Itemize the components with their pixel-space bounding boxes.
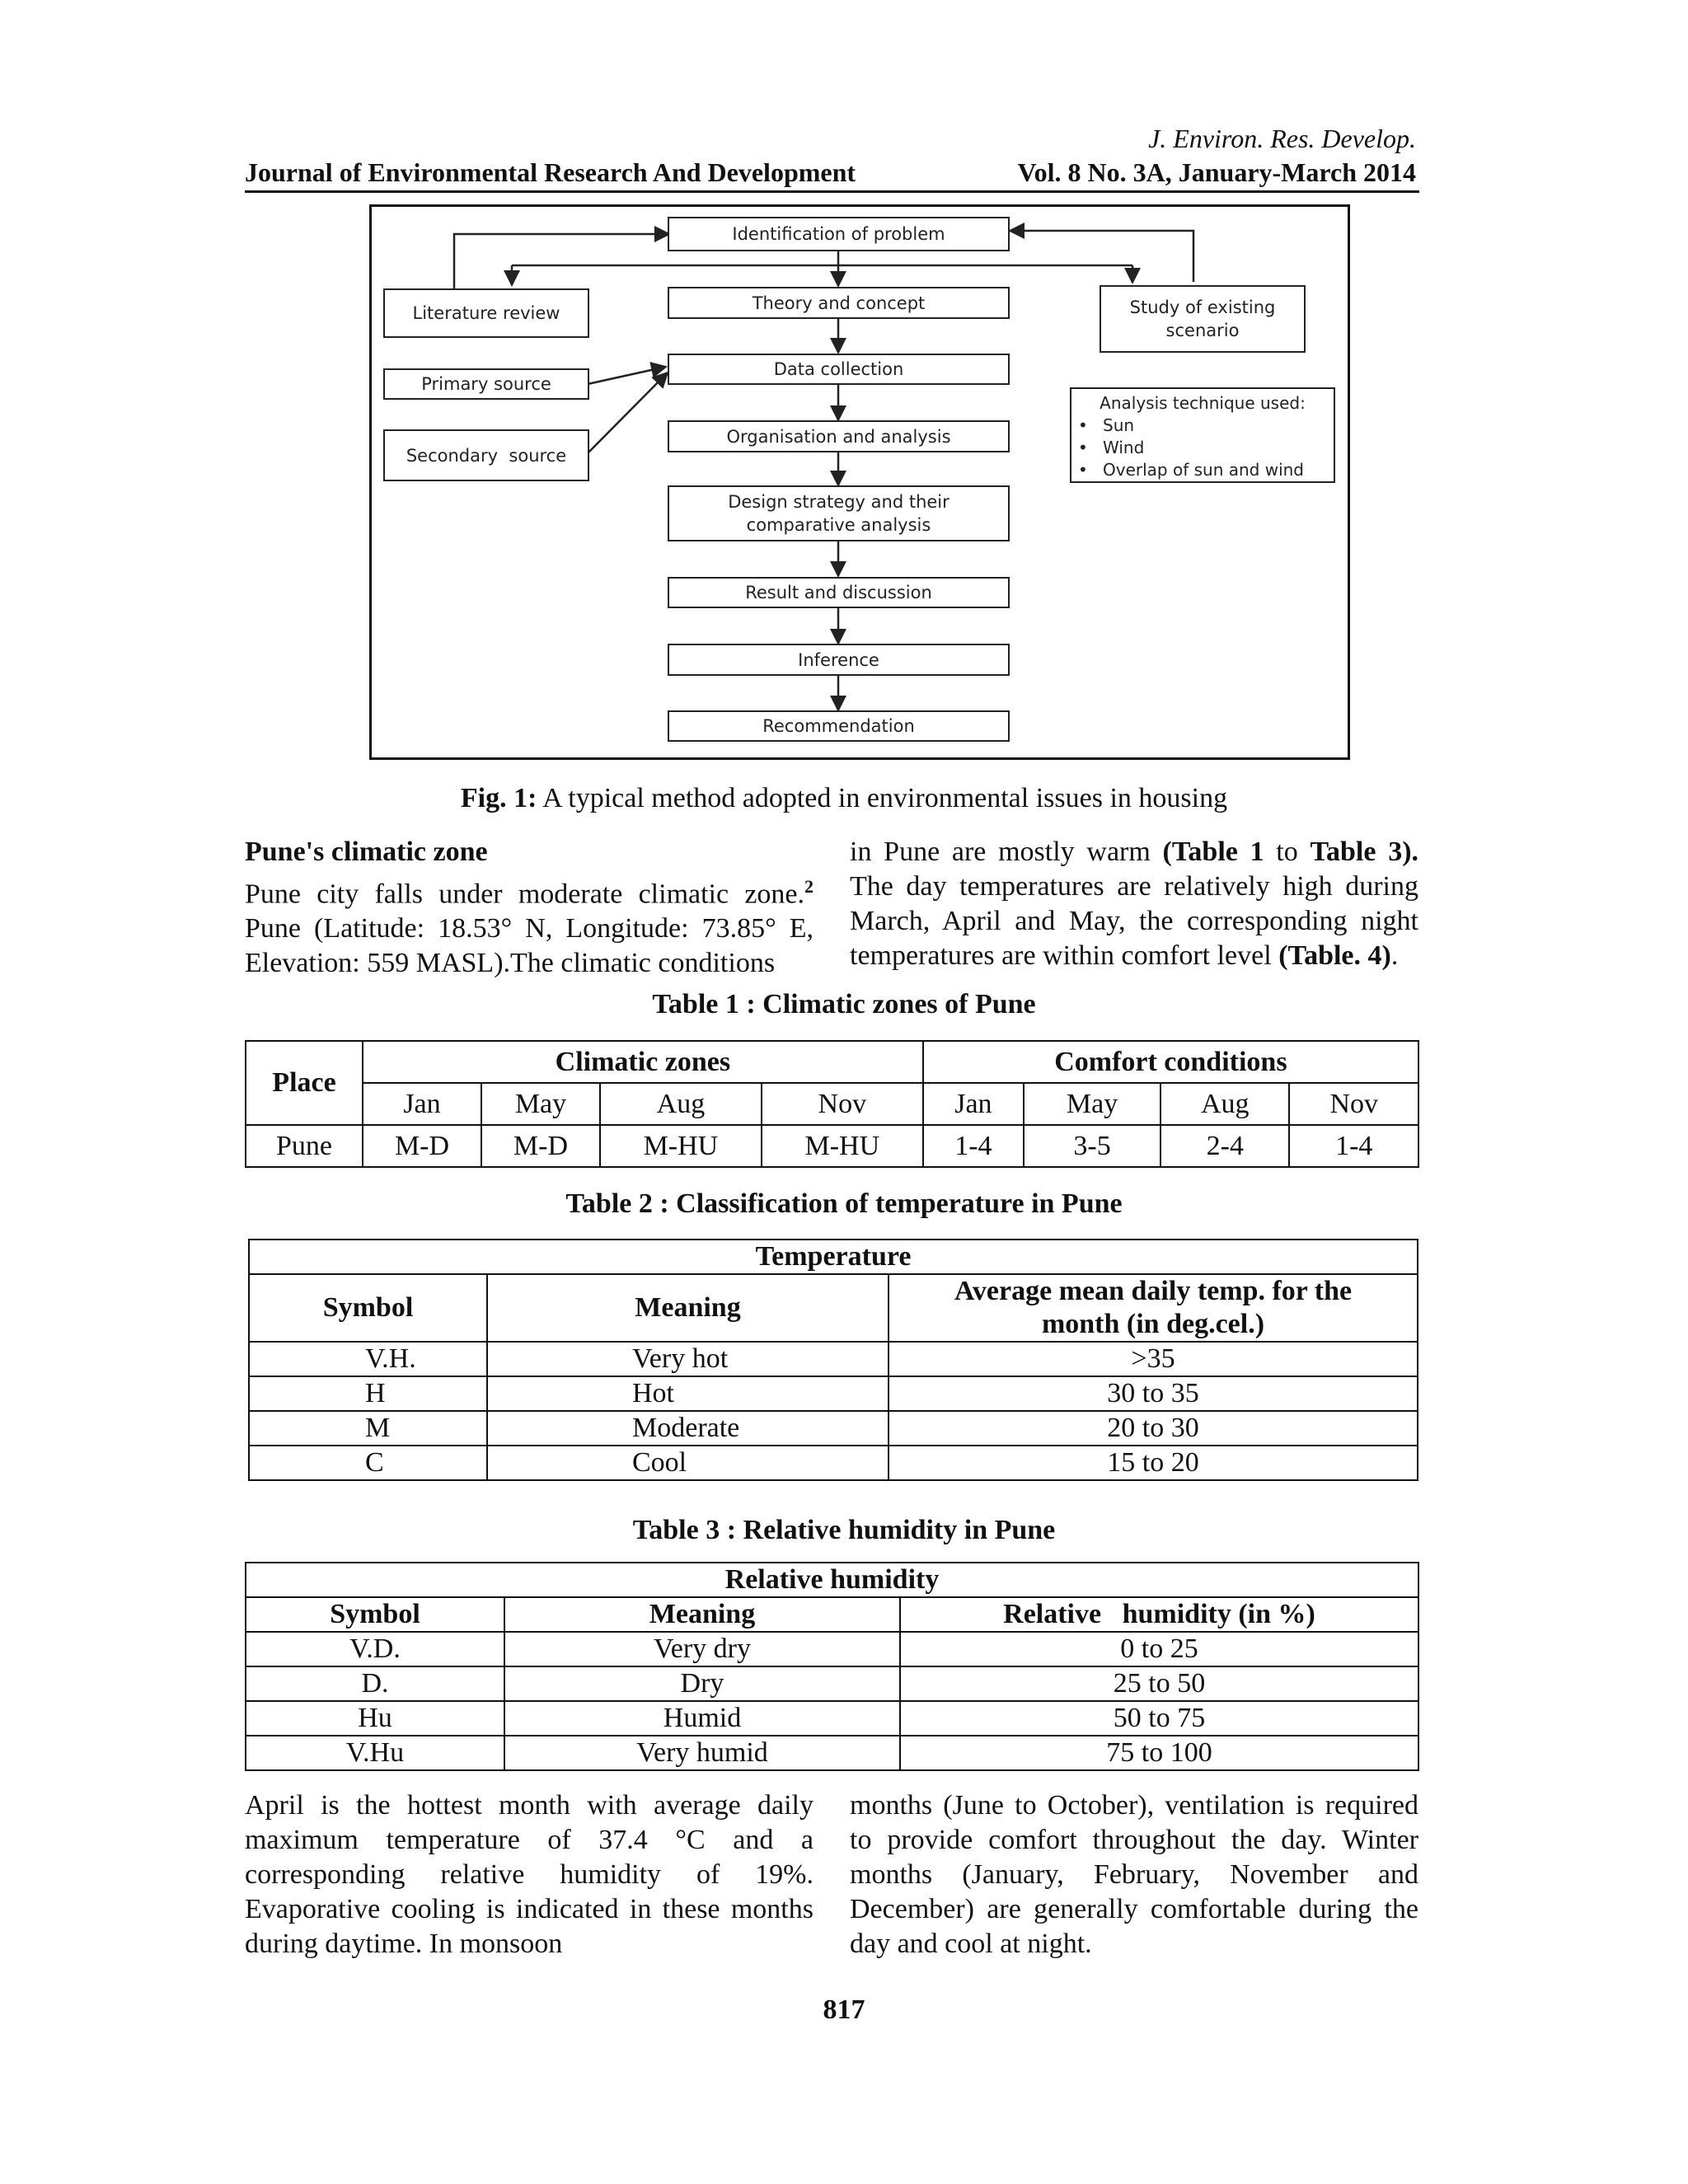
table3-cell: Hu bbox=[246, 1701, 504, 1736]
table1-cell: 1-4 bbox=[1289, 1125, 1418, 1167]
table3-cell: V.Hu bbox=[246, 1736, 504, 1770]
analysis-item-wind: • Wind bbox=[1078, 437, 1327, 459]
flow-recommendation: Recommendation bbox=[668, 710, 1010, 742]
table3-cell: 25 to 50 bbox=[900, 1666, 1418, 1701]
table2-cell: Moderate bbox=[487, 1411, 889, 1446]
table3-header-symbol: Symbol bbox=[246, 1597, 504, 1632]
table2-cell: M bbox=[249, 1411, 487, 1446]
table3-caption: Table 3 : Relative humidity in Pune bbox=[632, 1515, 1056, 1545]
flow-theory: Theory and concept bbox=[668, 287, 1010, 319]
table1-cell: M-D bbox=[481, 1125, 600, 1167]
table1-cell: M-D bbox=[363, 1125, 481, 1167]
journal-volume: Vol. 8 No. 3A, January-March 2014 bbox=[1017, 157, 1416, 187]
table1-month: Nov bbox=[1289, 1083, 1418, 1125]
flow-literature-review: Literature review bbox=[383, 288, 589, 338]
table-row bbox=[249, 1446, 1418, 1480]
table-row bbox=[246, 1701, 1418, 1736]
flow-primary-source: Primary source bbox=[383, 368, 589, 400]
figure-label: Fig. 1: bbox=[460, 783, 537, 813]
table1-month: Jan bbox=[923, 1083, 1024, 1125]
table-row bbox=[246, 1125, 1418, 1167]
table3-cell: Very dry bbox=[504, 1632, 900, 1666]
table1-cell: Pune bbox=[246, 1125, 363, 1167]
section-para1: Pune city falls under moderate climatic zone.$^2$ Pune (Latitude: 18.53° N, Longitude: 73.85° E, Elevation: 559 MASL).The climatic conditions bbox=[245, 876, 814, 979]
table3-header-meaning: Meaning bbox=[504, 1597, 900, 1632]
table2-cell: Cool bbox=[487, 1446, 889, 1480]
table-row bbox=[246, 1666, 1418, 1701]
table2-cell: V.H. bbox=[249, 1342, 487, 1376]
table1-cell: 2-4 bbox=[1160, 1125, 1289, 1167]
table3-header-humidity: Relative humidity (in %) bbox=[900, 1597, 1418, 1632]
flow-existing-scenario: Study of existing scenario bbox=[1100, 285, 1306, 353]
table2-header-symbol: Symbol bbox=[249, 1274, 487, 1342]
table2-cell: 15 to 20 bbox=[889, 1446, 1418, 1480]
table1-month: Nov bbox=[762, 1083, 923, 1125]
table3-cell: V.D. bbox=[246, 1632, 504, 1666]
table3 bbox=[245, 1562, 1419, 1771]
table2-cell: Hot bbox=[487, 1376, 889, 1411]
table3-cell: Very humid bbox=[504, 1736, 900, 1770]
figure-caption-text: A typical method adopted in environmental issues in housing bbox=[537, 783, 1228, 813]
table1-cell: 3-5 bbox=[1024, 1125, 1160, 1167]
table2-header-temp: Average mean daily temp. for the month (in deg.cel.) bbox=[889, 1274, 1418, 1342]
header-rule bbox=[245, 190, 1419, 193]
table1-group-comfort: Comfort conditions bbox=[923, 1041, 1418, 1083]
section-heading: Pune's climatic zone bbox=[245, 837, 488, 867]
flow-secondary-source: Secondary source bbox=[383, 429, 589, 481]
table2-cell: Very hot bbox=[487, 1342, 889, 1376]
flow-inference: Inference bbox=[668, 644, 1010, 676]
journal-name: Journal of Environmental Research And Development bbox=[245, 157, 856, 187]
figure-caption bbox=[0, 783, 1688, 814]
table2-cell: H bbox=[249, 1376, 487, 1411]
table3-cell: Dry bbox=[504, 1666, 900, 1701]
table3-cell: D. bbox=[246, 1666, 504, 1701]
table3-cell: Humid bbox=[504, 1701, 900, 1736]
table-row bbox=[246, 1736, 1418, 1770]
flow-data-collection: Data collection bbox=[668, 354, 1010, 385]
table-row bbox=[249, 1411, 1418, 1446]
flow-result: Result and discussion bbox=[668, 577, 1010, 608]
bottom-column-right bbox=[850, 1788, 1418, 1961]
table1-month: Aug bbox=[600, 1083, 762, 1125]
table1-cell: M-HU bbox=[600, 1125, 762, 1167]
table1-month: Jan bbox=[363, 1083, 481, 1125]
flow-identification: Identification of problem bbox=[668, 217, 1010, 251]
table3-title: Relative humidity bbox=[246, 1563, 1418, 1597]
section-column-right bbox=[850, 835, 1418, 973]
table1 bbox=[245, 1040, 1419, 1168]
bottom-para-left: April is the hottest month with average daily maximum temperature of 37.4 °C and a corresponding relative humidity of 19%. Evaporative cooling is indicated in these months during daytime. In monsoon bbox=[245, 1790, 814, 1959]
page-number: 817 bbox=[823, 1994, 865, 2025]
table-row bbox=[249, 1342, 1418, 1376]
table1-group-climatic: Climatic zones bbox=[363, 1041, 923, 1083]
table2-cell: 20 to 30 bbox=[889, 1411, 1418, 1446]
table2-cell: 30 to 35 bbox=[889, 1376, 1418, 1411]
section-para2: in Pune are mostly warm (Table 1 to Table 3). The day temperatures are relatively high during March, April and May, the corresponding night temperatures are within comfort level (Table. 4). bbox=[850, 837, 1419, 971]
table1-cell: M-HU bbox=[762, 1125, 923, 1167]
bottom-column-left bbox=[245, 1788, 814, 1961]
table2-cell: >35 bbox=[889, 1342, 1418, 1376]
table1-cell: 1-4 bbox=[923, 1125, 1024, 1167]
table1-month: Aug bbox=[1160, 1083, 1289, 1125]
analysis-list bbox=[1078, 415, 1327, 481]
table1-caption: Table 1 : Climatic zones of Pune bbox=[652, 989, 1036, 1019]
table1-month: May bbox=[1024, 1083, 1160, 1125]
bottom-para-right: months (June to October), ventilation is required to provide comfort throughout the day. Winter months (January, February, November and December) are generally comfortable during the day and cool at night. bbox=[850, 1790, 1418, 1959]
flow-organisation: Organisation and analysis bbox=[668, 420, 1010, 452]
section-column-left bbox=[245, 835, 814, 981]
table2-header-meaning: Meaning bbox=[487, 1274, 889, 1342]
table1-month: May bbox=[481, 1083, 600, 1125]
flow-design: Design strategy and their comparative analysis bbox=[668, 485, 1010, 541]
table1-place-header: Place bbox=[246, 1041, 363, 1125]
table3-cell: 0 to 25 bbox=[900, 1632, 1418, 1666]
analysis-item-sun: • Sun bbox=[1078, 415, 1327, 437]
table2 bbox=[248, 1239, 1418, 1481]
table2-caption: Table 2 : Classification of temperature in Pune bbox=[565, 1188, 1123, 1219]
table2-title: Temperature bbox=[249, 1240, 1418, 1274]
journal-abbrev: J. Environ. Res. Develop. bbox=[1148, 124, 1416, 153]
table3-cell: 50 to 75 bbox=[900, 1701, 1418, 1736]
table-row bbox=[249, 1376, 1418, 1411]
table3-cell: 75 to 100 bbox=[900, 1736, 1418, 1770]
analysis-title: Analysis technique used: bbox=[1100, 393, 1306, 413]
analysis-item-overlap: • Overlap of sun and wind bbox=[1078, 459, 1327, 481]
table2-cell: C bbox=[249, 1446, 487, 1480]
flow-analysis-technique bbox=[1070, 387, 1335, 483]
table-row bbox=[246, 1632, 1418, 1666]
